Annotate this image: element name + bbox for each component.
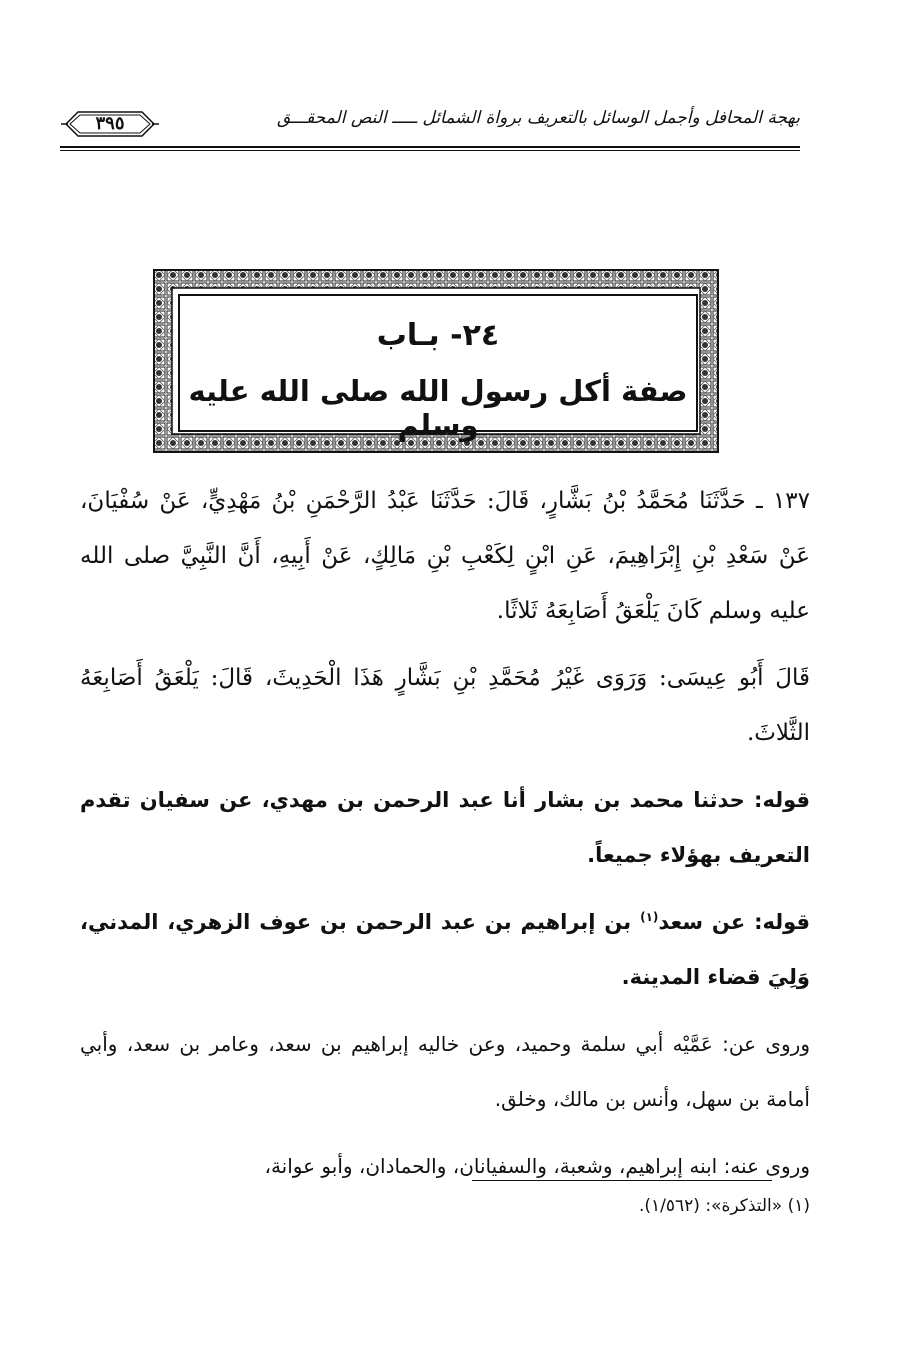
page-number: ٣٩٥ [95, 113, 125, 134]
main-text [80, 474, 810, 1206]
footnote-separator [472, 1180, 772, 1181]
narrated-from-paragraph: وروى عن: عَمَّيْه أبي سلمة وحميد، وعن خاليه إبراهيم بن سعد، وعامر بن سعد، وأبي أمامة بن سهل، وأنس بن مالك، وخلق. [80, 1032, 810, 1111]
commentary-rest: بن إبراهيم بن عبد الرحمن بن عوف الزهري، المدني، وَلِيَ قضاء المدينة. [80, 910, 810, 989]
chapter-heading-box [152, 268, 720, 454]
footnote-reference[interactable]: (١) [640, 910, 659, 924]
header-title: بهجة المحافل وأجمل الوسائل بالتعريف برواة الشمائل ـــــ النص المحقـــق [277, 108, 800, 128]
running-header [60, 108, 800, 148]
chapter-heading-inner [178, 294, 698, 442]
hadith-text: ١٣٧ ـ حَدَّثَنَا مُحَمَّدُ بْنُ بَشَّارٍ، قَالَ: حَدَّثَنَا عَبْدُ الرَّحْمَنِ بْنُ مَهْدِيٍّ، عَنْ سُفْيَانَ، عَنْ سَعْدِ بْنِ إِبْرَاهِيمَ، عَنِ ابْنٍ لِكَعْبِ بْنِ مَالِكٍ، عَنْ أَبِيهِ، أَنَّ النَّبِيَّ صلى الله عليه وسلم كَانَ يَلْعَقُ أَصَابِعَهُ ثَلاثًا. [80, 488, 810, 624]
commentary-paragraph-sad [80, 895, 810, 1005]
chapter-title: صفة أكل رسول الله صلى الله عليه وسلم [188, 374, 688, 442]
commentary-lead: قوله: عن سعد [658, 910, 811, 934]
footnote: (١) «التذكرة»: (١/٥٦٢). [638, 1196, 810, 1216]
commentary-paragraph: قوله: حدثنا محمد بن بشار أنا عبد الرحمن بن مهدي، عن سفيان تقدم التعريف بهؤلاء جميعاً. [80, 788, 810, 867]
abu-isa-comment: قَالَ أَبُو عِيسَى: وَرَوَى غَيْرُ مُحَمَّدِ بْنِ بَشَّارٍ هَذَا الْحَدِيثَ، قَالَ: يَلْعَقُ أَصَابِعَهُ الثَّلاثَ. [80, 665, 810, 746]
narrated-by-paragraph: وروى عنه: ابنه إبراهيم، وشعبة، والسفيانان، والحمادان، وأبو عوانة، [264, 1154, 810, 1178]
page-number-frame [60, 108, 160, 140]
chapter-number: ٢٤- بـاب [376, 318, 500, 353]
header-rule [60, 146, 800, 151]
